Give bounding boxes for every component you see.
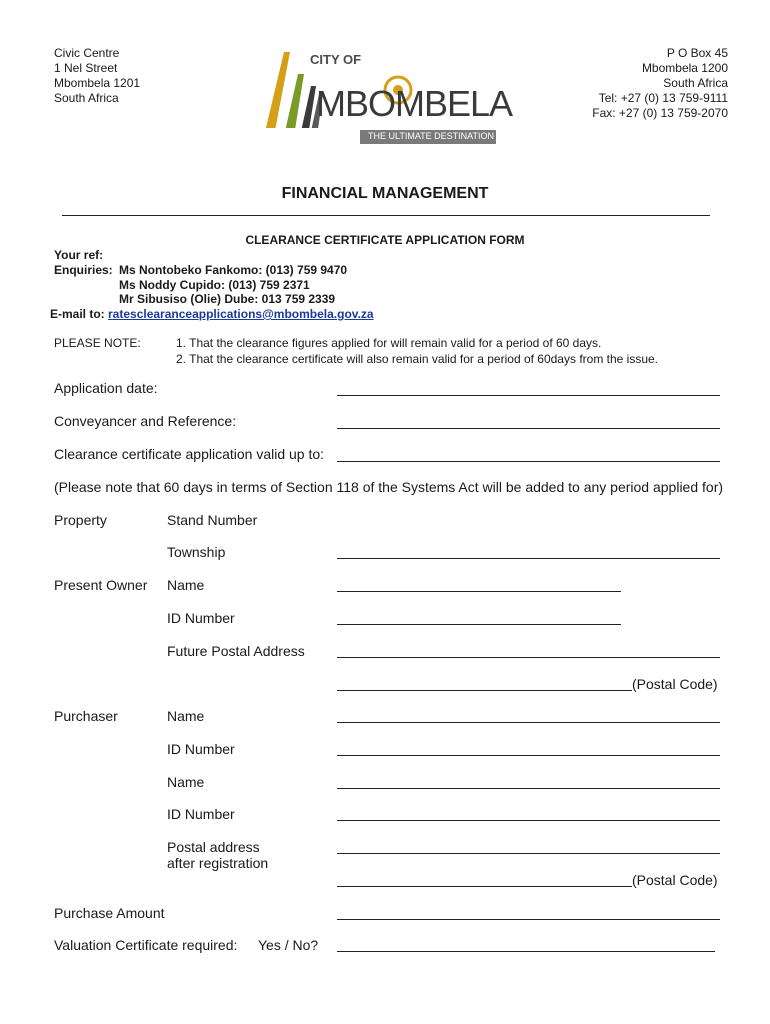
address-line: 1 Nel Street [54,61,118,75]
enquiries-label: Enquiries: [54,263,113,277]
conveyancer-field[interactable] [337,428,720,429]
present-owner-label: Present Owner [54,577,148,593]
email-row [50,307,374,321]
purchaser-name2-field[interactable] [337,788,720,789]
owner-postal-code-field[interactable] [337,690,632,691]
application-date-field[interactable] [337,395,720,396]
valuation-options[interactable]: Yes / No? [258,937,319,953]
purchaser-postal-code-label: (Postal Code) [632,872,718,888]
email-link[interactable]: ratesclearanceapplications@mbombela.gov.za [108,307,374,321]
email-label: E-mail to: [50,307,105,321]
valid-up-to-label: Clearance certificate application valid up to: [54,446,325,462]
address-line: Mbombela 1201 [54,76,141,90]
note-item: 2. That the clearance certificate will also remain valid for a period of 60days from the issue. [176,352,659,366]
logo-name: MBOMBELA [316,83,513,124]
purchaser-postal-code-field[interactable] [337,886,632,887]
title-divider [62,215,710,216]
purchaser-id-field[interactable] [337,755,720,756]
after-registration-label: after registration [167,855,269,871]
address-line: Civic Centre [54,46,120,60]
form-title: CLEARANCE CERTIFICATE APPLICATION FORM [245,233,525,247]
note-item: 1. That the clearance figures applied for will remain valid for a period of 60 days. [176,336,602,350]
purchase-amount-field[interactable] [337,919,720,920]
enquiry-contact: Ms Nontobeko Fankomo: (013) 759 9470 [119,263,348,277]
purchaser-label: Purchaser [54,708,118,724]
page-title: FINANCIAL MANAGEMENT [281,185,489,202]
enquiry-contact: Ms Noddy Cupido: (013) 759 2371 [119,278,310,292]
owner-id-field[interactable] [337,624,621,625]
address-line: P O Box 45 [666,46,728,60]
application-date-label: Application date: [54,380,158,396]
address-line: South Africa [663,76,728,90]
address-line: Mbombela 1200 [641,61,728,75]
stand-number-label: Stand Number [167,512,258,528]
address-line: Fax: +27 (0) 13 759-2070 [592,106,728,120]
property-label: Property [54,512,107,528]
enquiry-contact: Mr Sibusiso (Olie) Dube: 013 759 2339 [119,292,336,306]
valuation-label: Valuation Certificate required: [54,937,238,953]
purchaser-postal-field[interactable] [337,853,720,854]
future-postal-field[interactable] [337,657,720,658]
address-left [54,46,140,106]
purchaser-name-label: Name [167,708,205,724]
conveyancer-label: Conveyancer and Reference: [54,413,237,429]
owner-postal-code-label: (Postal Code) [632,676,718,692]
owner-id-label: ID Number [167,610,235,626]
purchaser-id-label: ID Number [167,741,235,757]
logo-tagline: THE ULTIMATE DESTINATION [368,131,495,141]
purchaser-id2-field[interactable] [337,820,720,821]
township-field[interactable] [337,558,720,559]
your-ref: Your ref: [54,248,104,262]
city-logo [260,44,513,148]
township-label: Township [167,544,226,560]
postal-address-label: Postal address [167,839,260,855]
purchaser-id2-label: ID Number [167,806,235,822]
owner-name-label: Name [167,577,205,593]
purchaser-name-field[interactable] [337,722,720,723]
owner-name-field[interactable] [337,591,621,592]
purchase-amount-label: Purchase Amount [54,905,165,921]
section-118-note: (Please note that 60 days in terms of Section 118 of the Systems Act will be added to any period applied for) [54,479,724,495]
address-line: Tel: +27 (0) 13 759-9111 [598,91,728,105]
future-postal-label: Future Postal Address [167,643,305,659]
valid-up-to-field[interactable] [337,461,720,462]
please-note-label: PLEASE NOTE: [54,336,141,350]
address-right [592,46,728,121]
address-line: South Africa [54,91,119,105]
logo-city-of: CITY OF [310,52,362,67]
purchaser-name2-label: Name [167,774,205,790]
valuation-field[interactable] [337,951,715,952]
